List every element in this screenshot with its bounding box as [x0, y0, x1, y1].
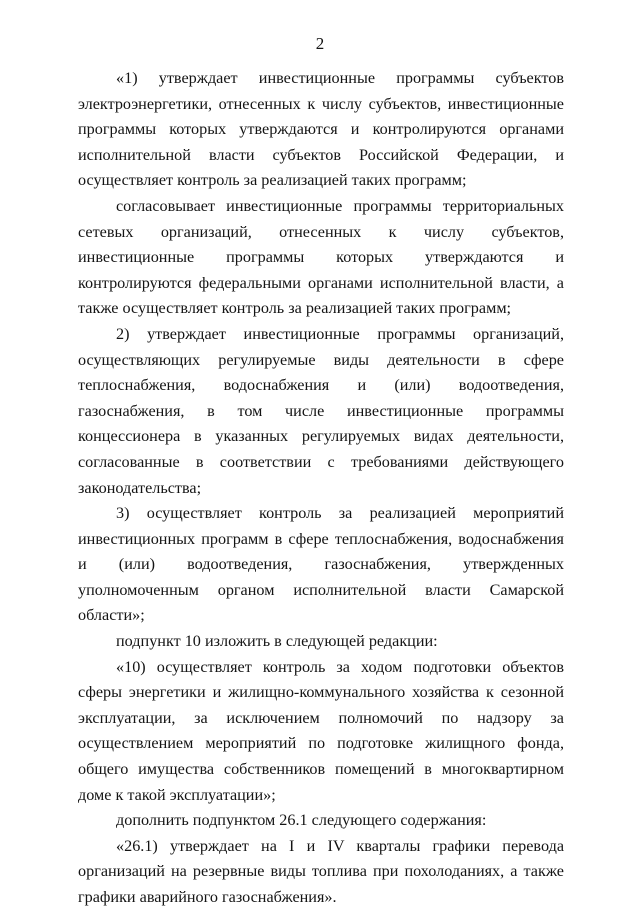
paragraph-item-10: «10) осуществляет контроль за ходом подготовки объектов сферы энергетики и жилищно-коммунального хозяйства к сезонной эксплуатации, за исключением полномочий по надзору за осуществлением мероприятий по подготовке жилищного фонда, общего имущества собственников помещений в многоквартирном доме к такой эксплуатации»; — [78, 657, 564, 804]
document-body — [78, 66, 564, 911]
paragraph-item-2: 2) утверждает инвестиционные программы организаций, осуществляющих регулируемые виды деятельности в сфере теплоснабжения, водоснабжения и (или) водоотведения, газоснабжения, в том числе инвестиционные программы концессионера в указанных регулируемых видах деятельности, согласованные в соответствии с требованиями действующего законодательства; — [78, 324, 564, 497]
paragraph-item-3: 3) осуществляет контроль за реализацией мероприятий инвестиционных программ в сфере теплоснабжения, водоснабжения и (или) водоотведения, газоснабжения, утвержденных уполномоченным органом исполнительной власти Самарской области»; — [78, 504, 564, 625]
paragraph-item-1-coordination: согласовывает инвестиционные программы территориальных сетевых организаций, отнесенных к числу субъектов, инвестиционные программы которых утверждаются и контролируются федеральными органами исполнительной власти, а также осуществляет контроль за реализацией таких программ; — [78, 196, 564, 318]
paragraph-subpoint-10-instruction: подпункт 10 изложить в следующей редакции: — [116, 632, 438, 651]
page-number: 2 — [315, 34, 325, 53]
paragraph-item-26-1: «26.1) утверждает на I и IV кварталы графики перевода организаций на резервные виды топлива при похолоданиях, а также графики аварийного газоснабжения». — [78, 836, 564, 906]
paragraph-item-1: «1) утверждает инвестиционные программы субъектов электроэнергетики, отнесенных к числу субъектов, инвестиционные программы которых утверждаются и контролируются органами исполнительной власти субъектов Российской Федерации, и осуществляет контроль за реализацией таких программ; — [78, 69, 564, 190]
paragraph-subpoint-26-1-instruction: дополнить подпунктом 26.1 следующего содержания: — [116, 811, 487, 830]
